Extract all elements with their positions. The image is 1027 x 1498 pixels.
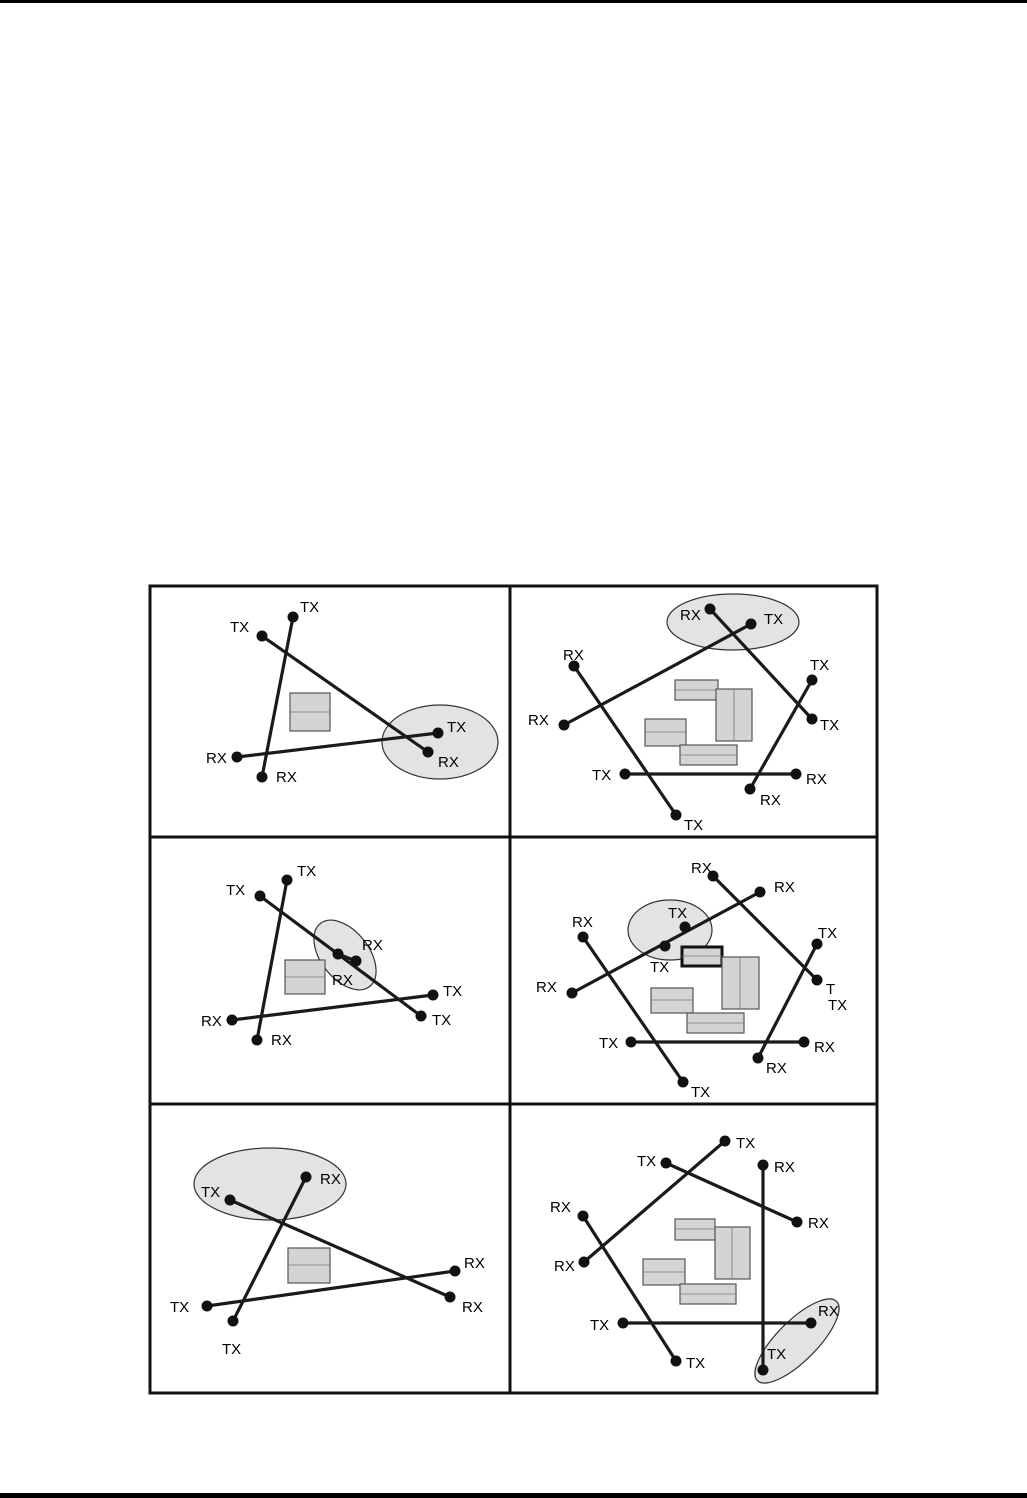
node-dot xyxy=(806,1318,817,1329)
link xyxy=(583,1216,676,1361)
tx-label: TX xyxy=(767,1346,787,1363)
node-dot xyxy=(445,1292,456,1303)
tx-label: TX xyxy=(230,619,250,636)
node-dot xyxy=(745,784,756,795)
tx-label: TX xyxy=(818,925,838,942)
rx-label: RX xyxy=(572,914,593,931)
panel-4 xyxy=(536,860,847,1101)
rx-label: RX xyxy=(774,1159,795,1176)
tx-label: TX xyxy=(222,1341,242,1358)
tx-label: TX xyxy=(764,611,784,628)
node-dot xyxy=(660,941,671,952)
obstacle xyxy=(285,960,325,994)
tx-label: TX xyxy=(668,905,688,922)
node-dot xyxy=(351,956,362,967)
node-dot xyxy=(257,631,268,642)
footer-rule xyxy=(0,1493,1027,1498)
node-dot xyxy=(680,922,691,933)
obstacle xyxy=(288,1248,330,1283)
node-dot xyxy=(252,1035,263,1046)
rx-label: RX xyxy=(818,1303,839,1320)
tx-label: TX xyxy=(820,717,840,734)
node-dot xyxy=(578,932,589,943)
rx-label: RX xyxy=(462,1299,483,1316)
node-dot xyxy=(423,747,434,758)
tx-label: TX xyxy=(297,863,317,880)
tx-label: TX xyxy=(170,1299,190,1316)
node-dot xyxy=(705,604,716,615)
node-dot xyxy=(807,714,818,725)
node-dot xyxy=(746,619,757,630)
obstacle xyxy=(290,693,330,731)
node-dot xyxy=(228,1316,239,1327)
node-dot xyxy=(807,675,818,686)
link xyxy=(262,636,428,752)
node-dot xyxy=(792,1217,803,1228)
rx-label: RX xyxy=(806,771,827,788)
tx-label: TX xyxy=(599,1035,619,1052)
rx-label: RX xyxy=(276,769,297,786)
tx-label: TX xyxy=(828,997,848,1014)
panel-1 xyxy=(206,599,498,786)
tx-label: TX xyxy=(443,983,463,1000)
obstacle-cluster xyxy=(643,1219,750,1304)
node-dot xyxy=(433,728,444,739)
rx-label: RX xyxy=(808,1215,829,1232)
node-dot xyxy=(578,1211,589,1222)
tx-label: TX xyxy=(691,1084,711,1101)
node-dot xyxy=(661,1158,672,1169)
node-dot xyxy=(755,887,766,898)
panel-5 xyxy=(170,1148,485,1358)
rx-label: RX xyxy=(528,712,549,729)
tx-label: TX xyxy=(447,719,467,736)
node-dot xyxy=(618,1318,629,1329)
tx-label: TX xyxy=(300,599,320,616)
node-dot xyxy=(232,752,243,763)
tx-label: TX xyxy=(201,1184,221,1201)
tx-label: TX xyxy=(686,1355,706,1372)
link xyxy=(230,1200,450,1297)
node-dot xyxy=(450,1266,461,1277)
rx-label: RX xyxy=(464,1255,485,1272)
tx-label: TX xyxy=(592,767,612,784)
link xyxy=(207,1271,455,1306)
node-dot xyxy=(671,810,682,821)
obstacle-cluster xyxy=(645,680,752,765)
rx-label: RX xyxy=(550,1199,571,1216)
rx-label: RX xyxy=(201,1013,222,1030)
node-dot xyxy=(333,949,344,960)
rx-label: RX xyxy=(680,607,701,624)
node-dot xyxy=(678,1077,689,1088)
node-dot xyxy=(791,769,802,780)
rx-label: RX xyxy=(271,1032,292,1049)
node-dot xyxy=(620,769,631,780)
node-dot xyxy=(282,875,293,886)
node-dot xyxy=(288,612,299,623)
rx-label: RX xyxy=(691,860,712,877)
rx-label: RX xyxy=(814,1039,835,1056)
node-dot xyxy=(225,1195,236,1206)
node-dot xyxy=(559,720,570,731)
node-dot xyxy=(753,1053,764,1064)
rx-label: RX xyxy=(563,647,584,664)
node-dot xyxy=(758,1365,769,1376)
node-dot xyxy=(758,1160,769,1171)
rx-label: RX xyxy=(206,750,227,767)
panel-6 xyxy=(550,1135,851,1395)
node-dot xyxy=(202,1301,213,1312)
tx-label: TX xyxy=(226,882,246,899)
node-dot xyxy=(567,988,578,999)
node-dot xyxy=(812,975,823,986)
rx-label: RX xyxy=(766,1060,787,1077)
node-dot xyxy=(301,1172,312,1183)
node-dot xyxy=(416,1011,427,1022)
tx-label: TX xyxy=(650,959,670,976)
panel-3 xyxy=(201,863,462,1049)
rx-label: RX xyxy=(332,972,353,989)
tx-label: TX xyxy=(637,1153,657,1170)
node-dot xyxy=(671,1356,682,1367)
rx-label: RX xyxy=(362,937,383,954)
tx-label: TX xyxy=(736,1135,756,1152)
rx-label: RX xyxy=(320,1171,341,1188)
node-dot xyxy=(720,1136,731,1147)
tx-label: TX xyxy=(590,1317,610,1334)
tx-label: TX xyxy=(810,657,830,674)
panel-2 xyxy=(528,594,839,834)
rx-label: RX xyxy=(774,879,795,896)
node-dot xyxy=(257,772,268,783)
node-dot xyxy=(227,1015,238,1026)
rx-label: RX xyxy=(760,792,781,809)
rx-label: RX xyxy=(554,1258,575,1275)
rx-label: RX xyxy=(536,979,557,996)
t-label: T xyxy=(826,981,836,998)
node-dot xyxy=(255,891,266,902)
tx-label: TX xyxy=(432,1012,452,1029)
node-dot xyxy=(626,1037,637,1048)
rx-label: RX xyxy=(438,754,459,771)
node-dot xyxy=(579,1257,590,1268)
tx-label: TX xyxy=(684,817,704,834)
node-dot xyxy=(428,990,439,1001)
node-dot xyxy=(799,1037,810,1048)
